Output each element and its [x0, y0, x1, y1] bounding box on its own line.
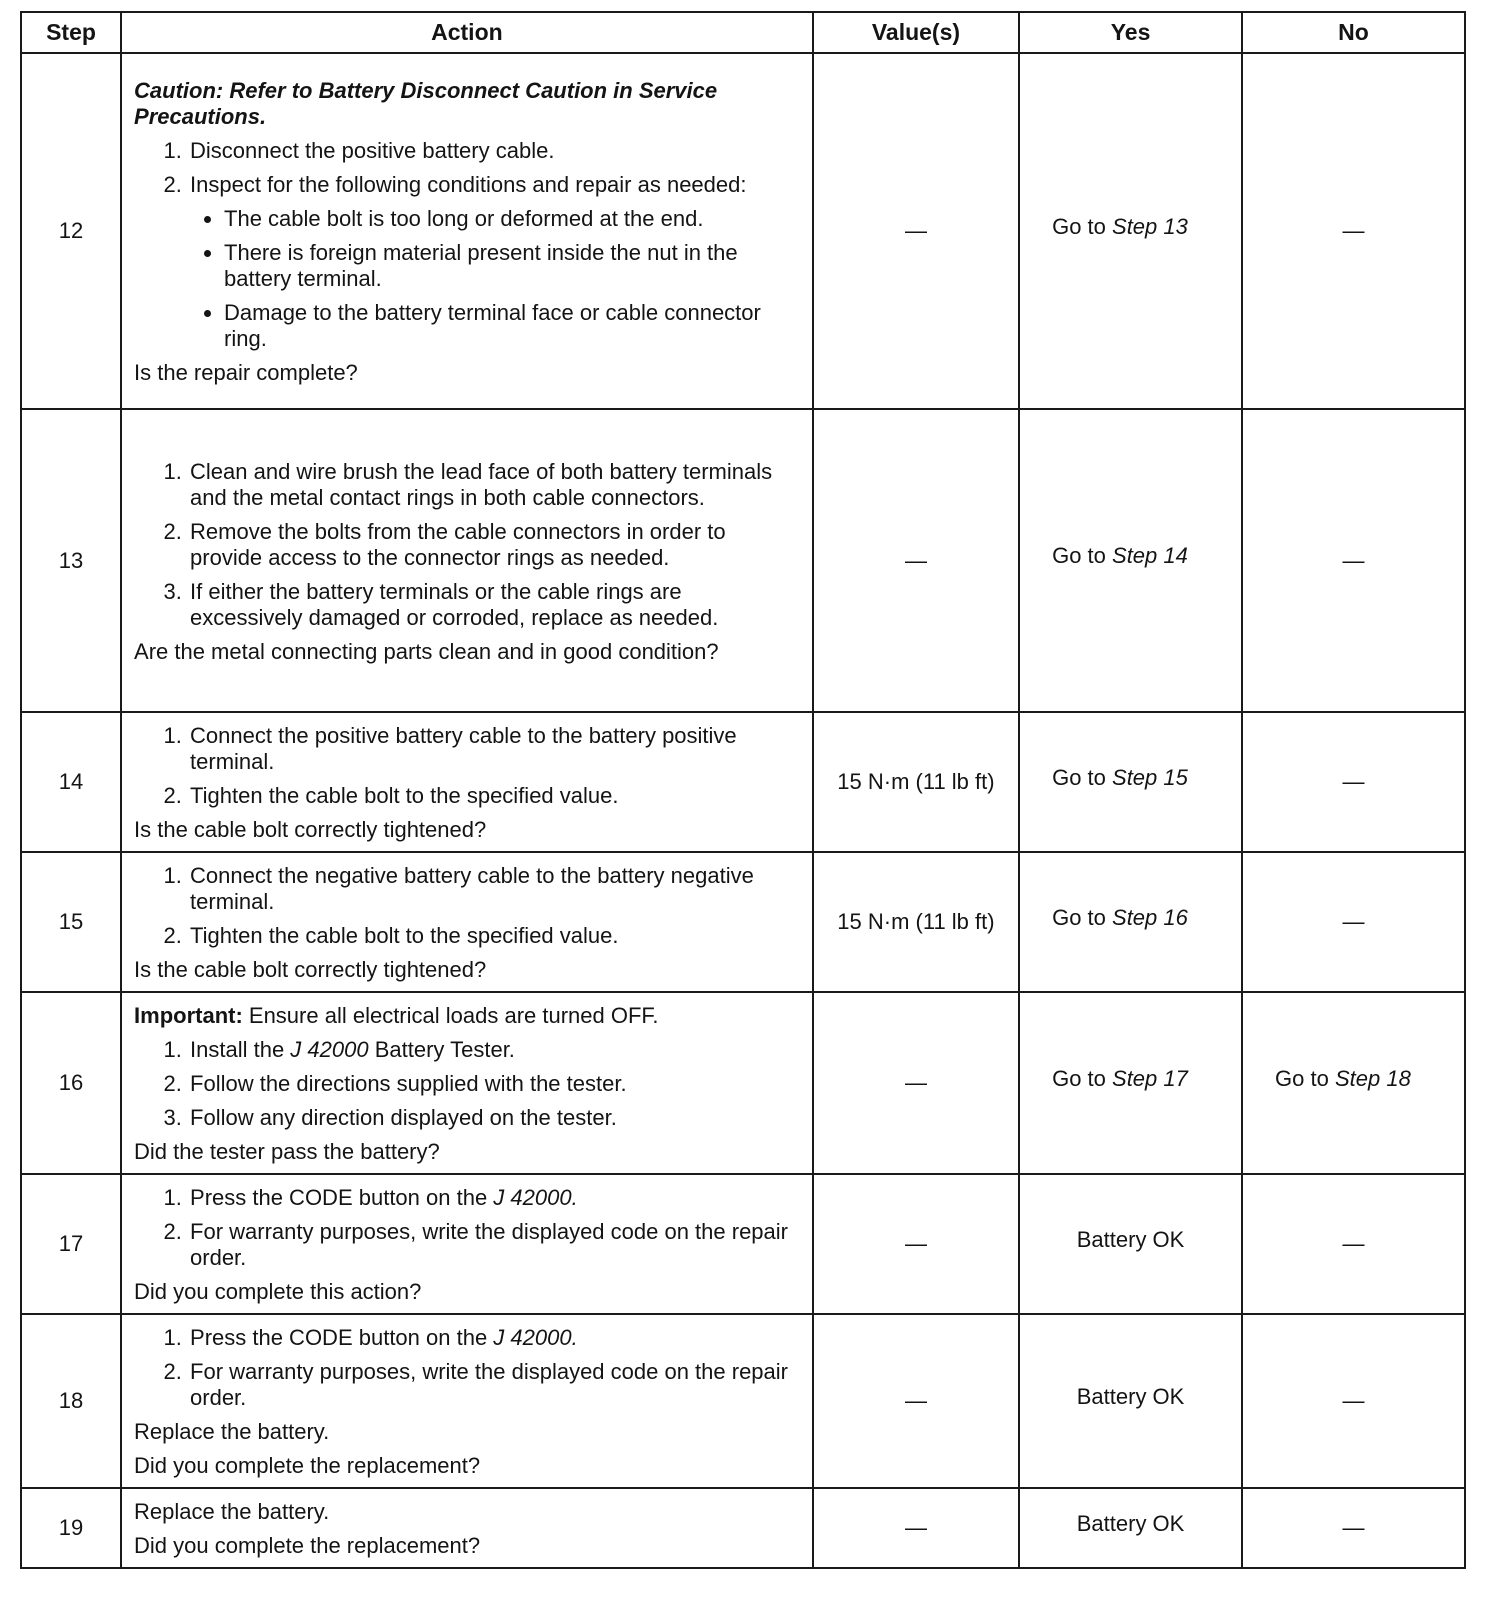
important-note [134, 1003, 794, 1029]
action-step: 1. Disconnect the positive battery cable. [188, 138, 794, 164]
no-cell [1242, 1488, 1465, 1568]
result-text: Battery OK [1076, 1510, 1185, 1536]
yes-prefix: Go to [1052, 1065, 1106, 1091]
step-number: 19 [21, 1488, 121, 1568]
table-row-step-19 [21, 1488, 1465, 1568]
step-number: 18 [21, 1314, 121, 1488]
value-cell [813, 53, 1019, 409]
step-reference-link[interactable]: Step 16 [1112, 904, 1188, 930]
no-text: — [1342, 1388, 1365, 1413]
tool-reference[interactable]: J 42000. [493, 1185, 578, 1210]
tool-reference[interactable]: J 42000. [493, 1325, 578, 1350]
diagnostic-table [20, 11, 1466, 1569]
table-row-step-12 [21, 53, 1465, 409]
yes-cell [1019, 1174, 1242, 1314]
action-step: 2. Tighten the cable bolt to the specified value. [188, 783, 794, 809]
value-cell [813, 1314, 1019, 1488]
value-text: — [904, 1231, 927, 1256]
no-cell [1242, 992, 1465, 1174]
yes-prefix: Go to [1052, 543, 1106, 568]
value-cell [813, 409, 1019, 712]
result-text: Battery OK [1076, 1226, 1185, 1252]
action-step: 2. For warranty purposes, write the displayed code on the repair order. [188, 1359, 794, 1411]
step-reference-link[interactable]: Step 13 [1112, 213, 1188, 239]
action-steps [134, 459, 794, 631]
no-text: — [1342, 218, 1365, 243]
step-reference-link[interactable]: Step 18 [1334, 1065, 1411, 1091]
extra-instruction: Replace the battery. [134, 1499, 330, 1524]
no-text: — [1342, 1231, 1365, 1256]
action-step: 3. Follow any direction displayed on the tester. [188, 1105, 794, 1131]
header-values: Value(s) [813, 12, 1019, 53]
yes-cell [1019, 53, 1242, 409]
torque-value: 15 N·m (11 lb ft) [813, 712, 1019, 852]
step-number: 17 [21, 1174, 121, 1314]
yes-prefix: Go to [1052, 904, 1106, 930]
header-no: No [1242, 12, 1465, 53]
yes-cell [1019, 409, 1242, 712]
no-cell [1242, 712, 1465, 852]
question: Is the repair complete? [134, 360, 358, 385]
action-step: 2. Follow the directions supplied with the tester. [188, 1071, 794, 1097]
yes-cell [1019, 712, 1242, 852]
no-prefix: Go to [1275, 1065, 1329, 1091]
question: Is the cable bolt correctly tightened? [134, 957, 487, 982]
action-step: 1. Clean and wire brush the lead face of both battery terminals and the metal contact rings in both cable connectors. [188, 459, 794, 511]
tool-reference[interactable]: J 42000 [290, 1037, 369, 1062]
question: Is the cable bolt correctly tightened? [134, 817, 487, 842]
table-row-step-15 [21, 852, 1465, 992]
no-text: — [1342, 1515, 1365, 1540]
action-step [188, 172, 794, 352]
value-text: — [904, 1388, 927, 1413]
question: Did you complete the replacement? [134, 1533, 481, 1558]
step-number: 14 [21, 712, 121, 852]
no-text: — [1342, 909, 1365, 934]
table-row-step-13 [21, 409, 1465, 712]
action-steps [134, 138, 794, 352]
yes-cell [1019, 992, 1242, 1174]
condition-list [190, 206, 794, 352]
yes-cell [1019, 1314, 1242, 1488]
result-text: Battery OK [1076, 1383, 1185, 1409]
action-step-text: Press the CODE button on the [190, 1185, 494, 1210]
action-steps [134, 723, 794, 809]
action-step [188, 1185, 794, 1211]
important-label: Important: [134, 1003, 243, 1028]
value-text: — [904, 1070, 927, 1095]
question: Did you complete the replacement? [134, 1453, 481, 1478]
action-step: 3. If either the battery terminals or the cable rings are excessively damaged or corroded, replace as needed. [188, 579, 794, 631]
condition-item: • Damage to the battery terminal face or cable connector ring. [224, 300, 794, 352]
action-cell [121, 409, 813, 712]
header-yes: Yes [1019, 12, 1242, 53]
yes-prefix: Go to [1052, 213, 1106, 239]
yes-cell [1019, 1488, 1242, 1568]
action-cell [121, 53, 813, 409]
table-row-step-17 [21, 1174, 1465, 1314]
table-row-step-18 [21, 1314, 1465, 1488]
action-steps [134, 1037, 794, 1131]
no-cell [1242, 409, 1465, 712]
action-step-text: Press the CODE button on the [190, 1325, 494, 1350]
step-reference-link[interactable]: Step 14 [1112, 543, 1188, 568]
table-row-step-16 [21, 992, 1465, 1174]
header-step: Step [21, 12, 121, 53]
action-step [188, 1325, 794, 1351]
action-steps [134, 1325, 794, 1411]
action-cell [121, 1174, 813, 1314]
no-text: — [1342, 547, 1365, 573]
value-cell [813, 1174, 1019, 1314]
step-reference-link[interactable]: Step 15 [1112, 764, 1188, 790]
step-reference-link[interactable]: Step 17 [1112, 1065, 1188, 1091]
table-row-step-14 [21, 712, 1465, 852]
action-cell [121, 852, 813, 992]
value-cell [813, 992, 1019, 1174]
yes-prefix: Go to [1052, 764, 1106, 790]
condition-item: • The cable bolt is too long or deformed at the end. [224, 206, 794, 232]
value-text: — [904, 218, 927, 243]
action-step: 2. Tighten the cable bolt to the specified value. [188, 923, 794, 949]
torque-value: 15 N·m (11 lb ft) [813, 852, 1019, 992]
no-cell [1242, 1314, 1465, 1488]
action-step-text: Battery Tester. [368, 1037, 515, 1062]
action-step [188, 1037, 794, 1063]
action-steps [134, 1185, 794, 1271]
action-step: 2. Remove the bolts from the cable connectors in order to provide access to the connector rings as needed. [188, 519, 794, 571]
header-action: Action [121, 12, 813, 53]
question: Did you complete this action? [134, 1279, 422, 1304]
yes-cell [1019, 852, 1242, 992]
action-step-text: Install the [190, 1037, 291, 1062]
value-text: — [904, 1515, 927, 1540]
question: Did the tester pass the battery? [134, 1139, 440, 1164]
no-text: — [1342, 769, 1365, 794]
action-cell [121, 1488, 813, 1568]
action-steps [134, 863, 794, 949]
caution-note: Caution: Refer to Battery Disconnect Caution in Service Precautions. [134, 78, 718, 129]
action-cell [121, 712, 813, 852]
header-row [21, 12, 1465, 53]
no-cell [1242, 1174, 1465, 1314]
action-step: 1. Connect the negative battery cable to the battery negative terminal. [188, 863, 794, 915]
action-cell [121, 1314, 813, 1488]
value-text: — [904, 547, 927, 573]
step-number: 16 [21, 992, 121, 1174]
question: Are the metal connecting parts clean and in good condition? [134, 638, 719, 664]
action-step: 1. Connect the positive battery cable to the battery positive terminal. [188, 723, 794, 775]
condition-item: • There is foreign material present inside the nut in the battery terminal. [224, 240, 794, 292]
no-cell [1242, 852, 1465, 992]
action-step-text: Inspect for the following conditions and repair as needed: [190, 172, 747, 197]
no-cell [1242, 53, 1465, 409]
step-number: 15 [21, 852, 121, 992]
value-cell [813, 1488, 1019, 1568]
step-number: 12 [21, 53, 121, 409]
action-step: 2. For warranty purposes, write the displayed code on the repair order. [188, 1219, 794, 1271]
action-cell [121, 992, 813, 1174]
step-number: 13 [21, 409, 121, 712]
extra-instruction: Replace the battery. [134, 1419, 330, 1444]
important-text: Ensure all electrical loads are turned OFF. [242, 1003, 659, 1028]
